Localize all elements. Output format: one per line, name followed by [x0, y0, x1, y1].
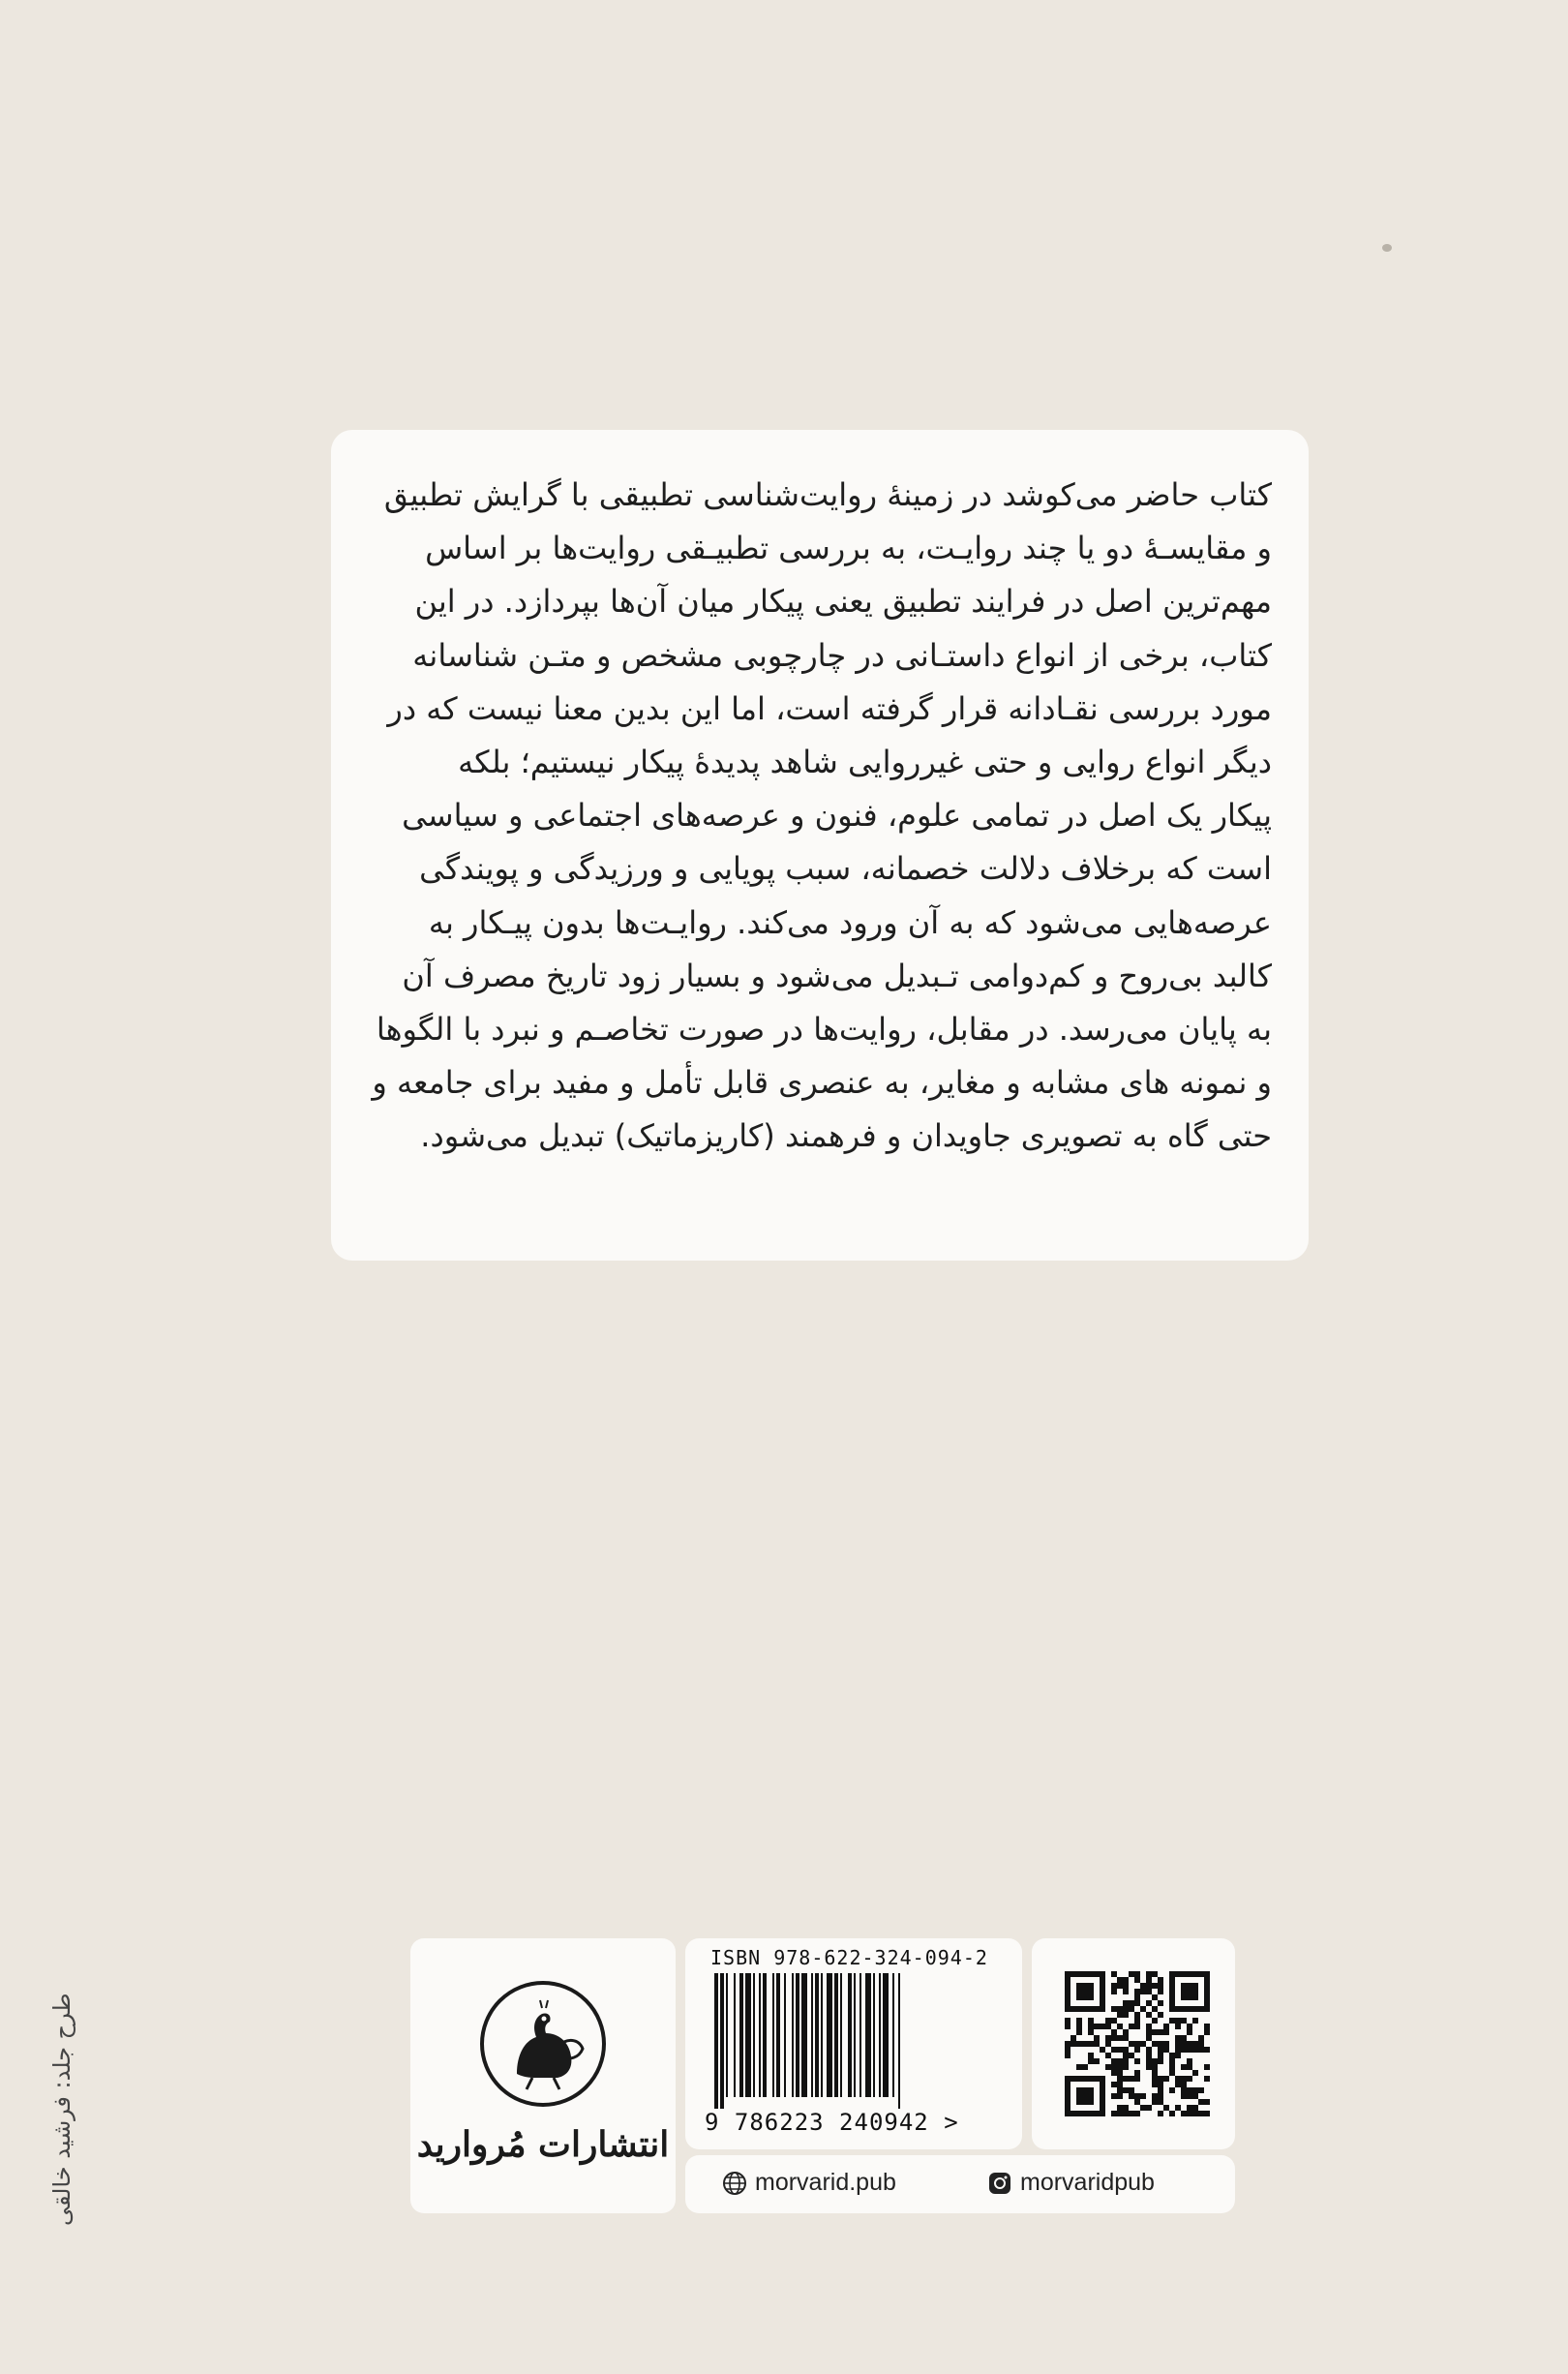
blurb-line: است که برخلاف دلالت خصمانه، سبب پویایی و ورزیدگی و پویندگی	[419, 850, 1272, 888]
blurb-line: و مقایسـهٔ دو یا چند روایـت، به بررسی تطبیـقی روایت‌ها بر اساس	[425, 530, 1272, 567]
blurb-line: به پایان می‌رسد. در مقابل، روایت‌ها در صورت تخاصـم و نبرد با الگوها	[376, 1011, 1272, 1049]
publisher-name: انتشارات مُروارید	[416, 2124, 670, 2165]
instagram-link[interactable]	[987, 2169, 1155, 2197]
blurb-line: کتاب، برخی از انواع داستـانی در چارچوبی مشخص و متـن شناسانه	[412, 636, 1272, 674]
paper-speck	[1382, 244, 1392, 252]
qr-code-icon	[1065, 1971, 1210, 2116]
blurb-line: حتی گاه به تصویری جاویدان و فرهمند (کاریزماتیک) تبدیل می‌شود.	[420, 1117, 1272, 1155]
blurb-line: کالبد بی‌روح و کم‌دوامی تـبدیل می‌شود و بسیار زود تاریخ مصرف آن	[402, 957, 1272, 994]
blurb-line: مهم‌ترین اصل در فرایند تطبیق یعنی پیکار میان آن‌ها بپردازد. در این	[414, 583, 1272, 621]
publisher-logo-card	[410, 1938, 676, 2213]
barcode-number: 9 786223 240942 >	[705, 2109, 959, 2136]
cover-design-credit: طرح جلد: فرشید خالقی	[48, 1993, 75, 2227]
publisher-emblem-icon	[478, 1979, 608, 2109]
blurb-line: دیگر انواع روایی و حتی غیرروایی شاهد پدیدهٔ پیکار نیستیم؛ بلکه	[458, 744, 1272, 781]
blurb-text	[368, 469, 1272, 1164]
barcode	[712, 1973, 983, 2109]
qr-card	[1032, 1938, 1235, 2149]
blurb-line: مورد بررسی نقـادانه قرار گرفته است، اما این بدین معنا نیست که در	[387, 689, 1272, 727]
website-link[interactable]	[722, 2169, 896, 2197]
instagram-icon	[987, 2171, 1012, 2196]
contact-card	[685, 2155, 1235, 2213]
blurb-panel	[331, 430, 1309, 1261]
globe-icon	[722, 2171, 747, 2196]
blurb-line: عرصه‌هایی می‌شود که به آن ورود می‌کند. روایـت‌ها بدون پیـکار به	[428, 903, 1272, 941]
blurb-line: و نمونه های مشابه و مغایر، به عنصری قابل تأمل و مفید برای جامعه و	[372, 1064, 1272, 1102]
isbn-label: ISBN 978-622-324-094-2	[710, 1946, 988, 1969]
blurb-line: کتاب حاضر می‌کوشد در زمینهٔ روایت‌شناسی تطبیقی با گرایش تطبیق	[383, 476, 1272, 513]
blurb-line: پیکار یک اصل در تمامی علوم، فنون و عرصه‌های اجتماعی و سیاسی	[402, 797, 1272, 835]
instagram-text: morvaridpub	[1020, 2169, 1155, 2196]
website-text: morvarid.pub	[755, 2169, 896, 2196]
barcode-card	[685, 1938, 1022, 2149]
